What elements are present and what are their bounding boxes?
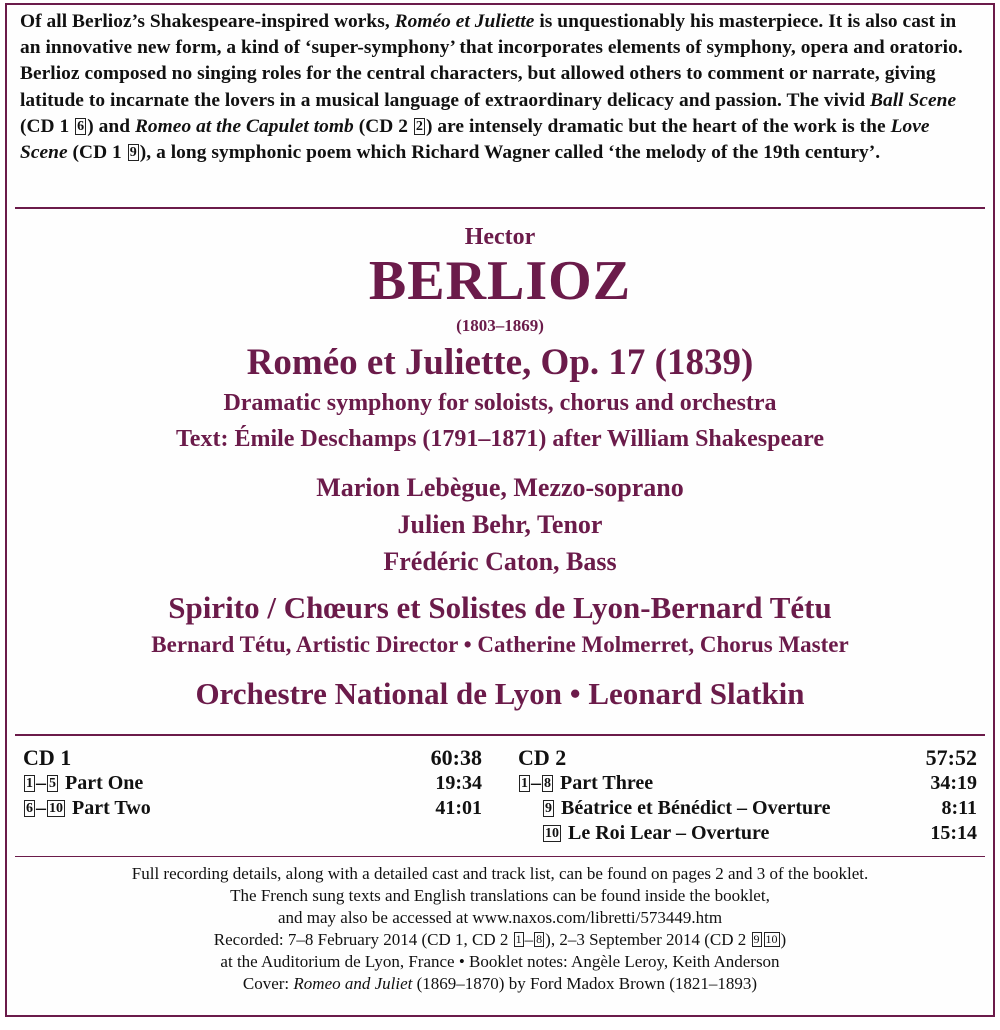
intro-love-scene: Love Scene [20, 115, 930, 164]
track-box: 10 [765, 932, 778, 946]
intro-ball-scene: Ball Scene [869, 89, 957, 111]
track-number [542, 796, 555, 821]
track-box: 9 [545, 801, 552, 816]
track-row [518, 821, 977, 846]
intro-text-5: (CD 2 [353, 115, 413, 137]
credits-text: – [524, 930, 534, 949]
track-time: 34:19 [930, 772, 977, 794]
intro-text-7: (CD 1 [67, 142, 127, 164]
track-range: 6 – 10 [26, 797, 63, 819]
intro-text-3: (CD 1 [20, 115, 75, 137]
credits-line: at the Auditorium de Lyon, France • Booklet notes: Angèle Leroy, Keith Anderson [220, 952, 780, 971]
orchestra-conductor: Orchestre National de Lyon • Leonard Slatkin [195, 676, 805, 711]
composer-surname: BERLIOZ [368, 250, 632, 312]
work-subtitle: Dramatic symphony for soloists, chorus and orchestra [223, 390, 777, 416]
track-box: 1 [26, 776, 33, 791]
work-title: Roméo et Juliette, Op. 17 (1839) [246, 342, 754, 383]
credits-line: and may also be accessed at www.naxos.com/libretti/573449.htm [277, 908, 723, 927]
track-time: 15:14 [930, 822, 977, 844]
track-time: 41:01 [435, 797, 482, 819]
track-box: 1 [515, 932, 522, 946]
text-credit: Text: Émile Deschamps (1791–1871) after William Shakespeare [176, 426, 824, 452]
intro-text-8: ), a long symphonic poem which Richard Wagner called ‘the melody of the 19th century’. [139, 142, 881, 164]
track-label [23, 796, 151, 821]
cd1-header [23, 744, 482, 771]
divider [15, 207, 985, 209]
track-box: 5 [49, 776, 56, 791]
intro-text-2: is unquestionably his masterpiece. It is also cast in an innovative new form, a kind of ‘super-symphony’ that incorporates elements of symphony, opera and oratorio. Berlioz composed no singing roles for the central characters, but allowed others to comment or narrate, giving latitude to incarnate the lovers in a musical language of extraordinary delicacy and passion. The vivid [20, 11, 963, 111]
track-list [7, 736, 993, 856]
intro-work-title: Roméo et Juliette [394, 11, 535, 32]
track-label [23, 771, 143, 796]
track-label [518, 796, 831, 821]
track-title: Béatrice et Bénédict – Overture [561, 797, 831, 819]
credits-text: ), 2–3 September 2014 (CD 2 [545, 930, 751, 949]
track-title: Part Three [560, 772, 654, 794]
track-title: Part One [65, 772, 144, 794]
intro-text-6: ) are intensely dramatic but the heart of the work is the [425, 115, 891, 137]
track-title: Le Roi Lear – Overture [568, 822, 770, 844]
credits-line: Full recording details, along with a detailed cast and track list, can be found on pages 2 and 3 of the booklet. [131, 864, 869, 883]
track-box: 10 [545, 826, 559, 841]
cd2-tracks [512, 744, 977, 856]
track-box: 6 [77, 118, 85, 134]
track-range: 1 – 8 [521, 772, 551, 794]
cd1-label: CD 1 [23, 745, 72, 770]
credits-text: ) [780, 930, 787, 949]
credits-text: Recorded: 7–8 February 2014 (CD 1, CD 2 [213, 930, 513, 949]
cd2-header [518, 744, 977, 771]
booklet-back-cover [5, 3, 995, 1017]
credits-line: The French sung texts and English translations can be found inside the booklet, [230, 886, 770, 905]
track-range: 1 – 5 [26, 772, 56, 794]
cd2-label: CD 2 [518, 745, 567, 770]
track-box: 8 [536, 932, 543, 946]
recording-credits [7, 857, 993, 995]
choir-directors: Bernard Tétu, Artistic Director • Catherine Molmerret, Chorus Master [151, 632, 849, 657]
track-box: 10 [49, 801, 63, 816]
recording-dates [7, 929, 993, 951]
soloist: Frédéric Caton, Bass [383, 547, 617, 576]
track-box: 2 [415, 118, 423, 134]
soloist: Marion Lebègue, Mezzo-soprano [316, 473, 684, 502]
soloists-list [7, 469, 993, 580]
credits-text: (1869–1870) by Ford Madox Brown (1821–1893) [412, 974, 758, 993]
track-row [518, 796, 977, 821]
track-title: Part Two [72, 797, 151, 819]
intro-text-4: ) and [87, 115, 135, 137]
track-label [518, 771, 653, 796]
track-row [518, 771, 977, 796]
track-box: 9 [753, 932, 760, 946]
track-label [518, 821, 769, 846]
track-time: 19:34 [435, 772, 482, 794]
choir-name: Spirito / Chœurs et Solistes de Lyon-Bernard Tétu [168, 590, 832, 625]
title-block [7, 223, 993, 714]
cd2-total: 57:52 [925, 745, 977, 770]
track-row [23, 771, 482, 796]
intro-text-1: Of all Berlioz’s Shakespeare-inspired works, [20, 11, 395, 32]
track-box: 1 [521, 776, 528, 791]
cd1-total: 60:38 [430, 745, 482, 770]
track-box: 9 [129, 145, 137, 161]
track-time: 8:11 [941, 797, 977, 819]
track-box: 6 [26, 801, 33, 816]
credits-text: Cover: [242, 974, 294, 993]
intro-romeo-tomb: Romeo at the Capulet tomb [134, 115, 354, 137]
intro-paragraph [7, 5, 993, 207]
composer-first-name: Hector [464, 224, 536, 250]
cover-credit [7, 973, 993, 995]
track-number [542, 821, 562, 846]
composer-dates: (1803–1869) [456, 316, 544, 335]
track-row [23, 796, 482, 821]
cover-painting-title: Romeo and Juliet [293, 974, 413, 993]
soloist: Julien Behr, Tenor [397, 510, 603, 539]
cd1-tracks [23, 744, 512, 856]
track-box: 8 [544, 776, 551, 791]
